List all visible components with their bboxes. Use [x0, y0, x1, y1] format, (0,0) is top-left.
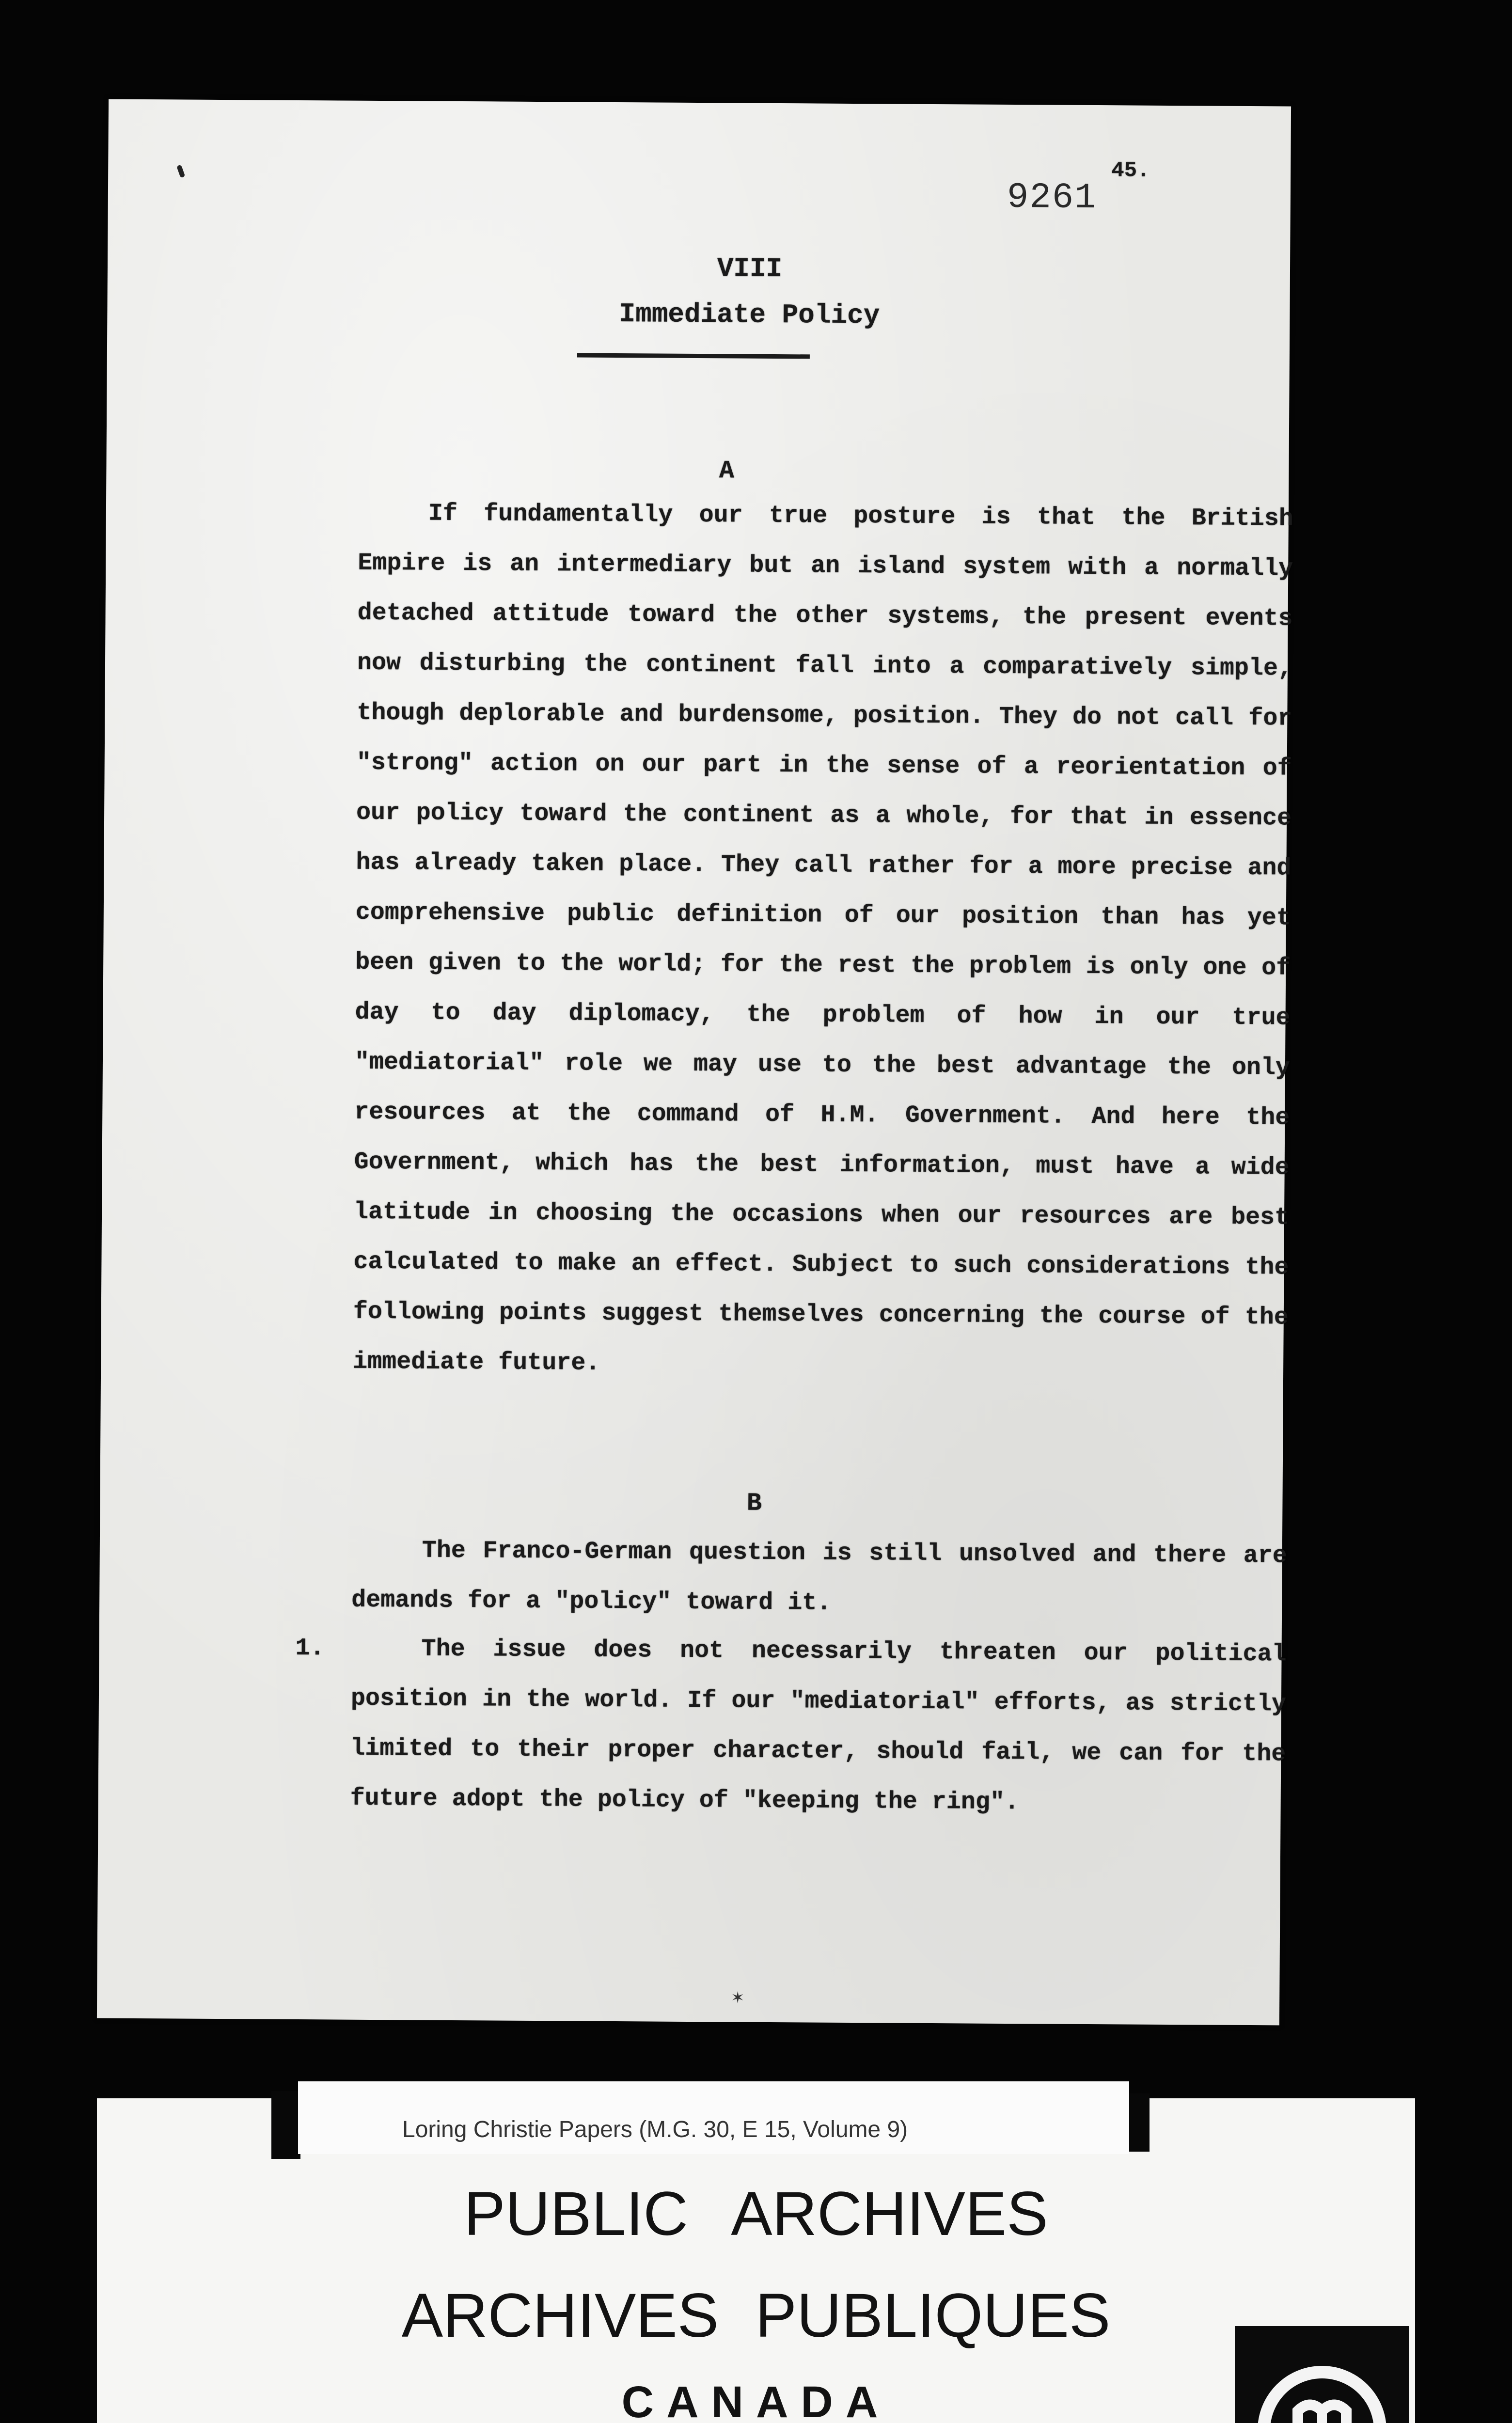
document-page — [97, 99, 1294, 2026]
title-underline — [577, 353, 810, 359]
subsection-a-label: A — [719, 456, 735, 486]
reference-label: Loring Christie Papers (M.G. 30, E 15, Volume 9) — [298, 2081, 1129, 2154]
paragraph-b: The Franco-German question is still unsolved and there are demands for a "policy" toward it. — [351, 1537, 1287, 1617]
archive-name-english: PUBLIC ARCHIVES — [464, 2179, 1048, 2249]
section-number: VIII — [717, 253, 783, 285]
archive-name-french: ARCHIVES PUBLIQUES — [401, 2281, 1111, 2350]
subsection-b-label: B — [746, 1489, 762, 1518]
archives-canada-logo-icon — [1235, 2326, 1409, 2423]
sheet-number: 45. — [1111, 158, 1150, 183]
card-tab — [271, 2091, 300, 2159]
ink-mark — [176, 165, 185, 178]
page-number: 9261 — [1007, 177, 1097, 219]
paragraph-a: If fundamentally our true posture is that the British Empire is an intermediary but an island system with a normally detached attitude toward the other systems, the present events now disturbing the continent fall into a comparatively simple, though deplorable and burdensome, position. They do not call for "strong" action on our part in the sense of a reorientation of our policy toward the continent as a whole, for that in essence has already taken place. They call rather for a more precise and comprehensive public definition of our position than has yet been given to the world; for the rest the problem is only one of day to day diplomacy, the problem of how in our true "mediatorial" role we may use to the best advantage the only resources at the command of H.M. Government. And here the Government, which has the best information, must have a wide latitude in choosing the occasions when our resources are best calculated to make an effect. Subject to such considerations the following points suggest themselves concerning the course of the immediate future. — [353, 500, 1294, 1377]
section-title: Immediate Policy — [619, 299, 880, 331]
item-1-number: 1. — [295, 1634, 325, 1663]
item-1-text: The issue does not necessarily threaten our political position in the world. If our "mediatorial" efforts, as strictly limited to their proper character, should fail, we can for the future adopt the policy of "keeping the ring". — [350, 1635, 1287, 1817]
archive-country: CANADA — [621, 2377, 891, 2423]
ink-mark: ✶ — [732, 1987, 744, 2010]
